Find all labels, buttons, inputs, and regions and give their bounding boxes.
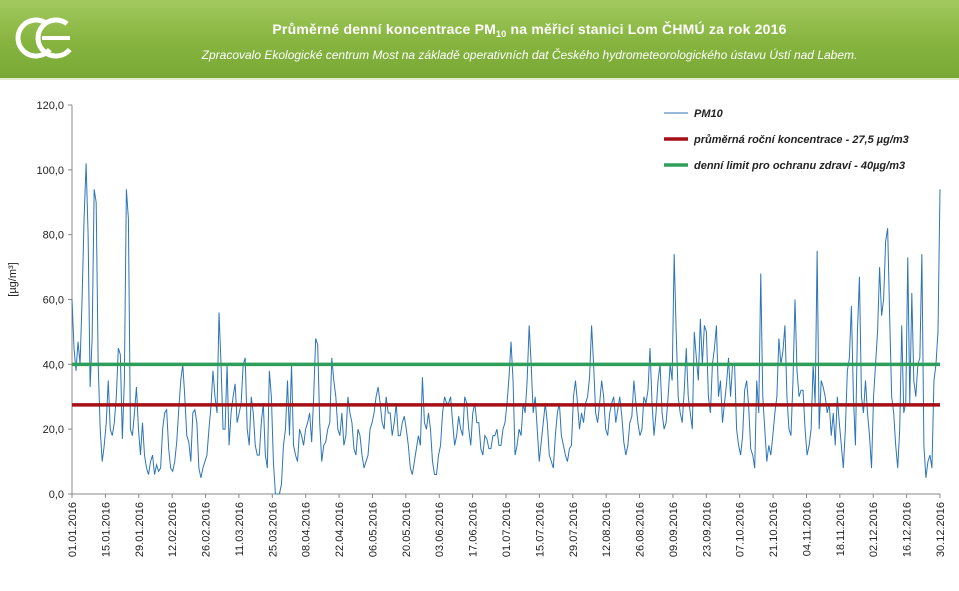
y-tick-label: 20,0 <box>42 424 64 437</box>
legend-label: denní limit pro ochranu zdraví - 40µg/m3 <box>694 160 906 172</box>
x-tick-label: 30.12.2016 <box>935 502 947 558</box>
x-tick-label: 02.12.2016 <box>868 502 881 558</box>
x-tick-label: 25.03.2016 <box>267 502 280 558</box>
x-tick-label: 26.08.2016 <box>634 502 647 558</box>
y-tick-label: 100,0 <box>36 164 64 177</box>
legend-label: průměrná roční koncentrace - 27,5 µg/m3 <box>694 134 909 146</box>
pm10-chart <box>0 80 959 591</box>
x-tick-label: 11.03.2016 <box>233 502 246 557</box>
y-axis-label: [µg/m³] <box>7 262 19 297</box>
x-tick-label: 01.01.2016 <box>67 502 79 558</box>
x-tick-label: 29.01.2016 <box>133 502 146 558</box>
x-tick-label: 15.01.2016 <box>100 502 113 558</box>
legend <box>664 108 909 172</box>
chart-subtitle: Zpracovalo Ekologické centrum Most na základě operativních dat Českého hydrometeorologického ústavu Ústí nad Labem. <box>201 48 858 62</box>
x-tick-label: 17.06.2016 <box>467 502 480 558</box>
y-tick-label: 0,0 <box>48 489 64 501</box>
x-tick-label: 16.12.2016 <box>901 502 914 558</box>
pm10-series-line <box>72 163 940 494</box>
x-tick-label: 21.10.2016 <box>768 502 781 558</box>
x-tick-label: 06.05.2016 <box>367 502 380 558</box>
series-lines <box>72 163 940 494</box>
y-tick-label: 40,0 <box>42 359 64 372</box>
ekologicke-centrum-logo <box>12 8 82 68</box>
chart-title: Průměrné denní koncentrace $PM_{10}$ na měřicí stanici Lom ČHMÚ za rok 2016 <box>272 21 787 39</box>
x-tick-label: 18.11.2016 <box>834 502 847 557</box>
x-tick-label: 03.06.2016 <box>434 502 447 558</box>
y-tick-label: 120,0 <box>36 100 64 112</box>
x-tick-label: 23.09.2016 <box>701 502 714 558</box>
x-tick-label: 12.02.2016 <box>167 502 180 558</box>
x-tick-label: 29.07.2016 <box>567 502 580 558</box>
y-tick-label: 80,0 <box>42 229 64 242</box>
x-tick-label: 08.04.2016 <box>300 502 313 558</box>
x-tick-label: 12.08.2016 <box>601 502 614 558</box>
x-tick-label: 22.04.2016 <box>334 502 347 558</box>
x-tick-label: 07.10.2016 <box>734 502 747 558</box>
legend-label: PM10 <box>694 108 723 120</box>
x-tick-label: 04.11.2016 <box>801 502 814 557</box>
x-tick-label: 26.02.2016 <box>200 502 213 558</box>
header-banner <box>0 0 959 80</box>
x-tick-label: 20.05.2016 <box>400 502 413 558</box>
x-tick-label: 01.07.2016 <box>501 502 513 558</box>
y-tick-label: 60,0 <box>42 294 64 307</box>
x-tick-label: 15.07.2016 <box>534 502 547 558</box>
x-tick-label: 09.09.2016 <box>667 502 680 558</box>
